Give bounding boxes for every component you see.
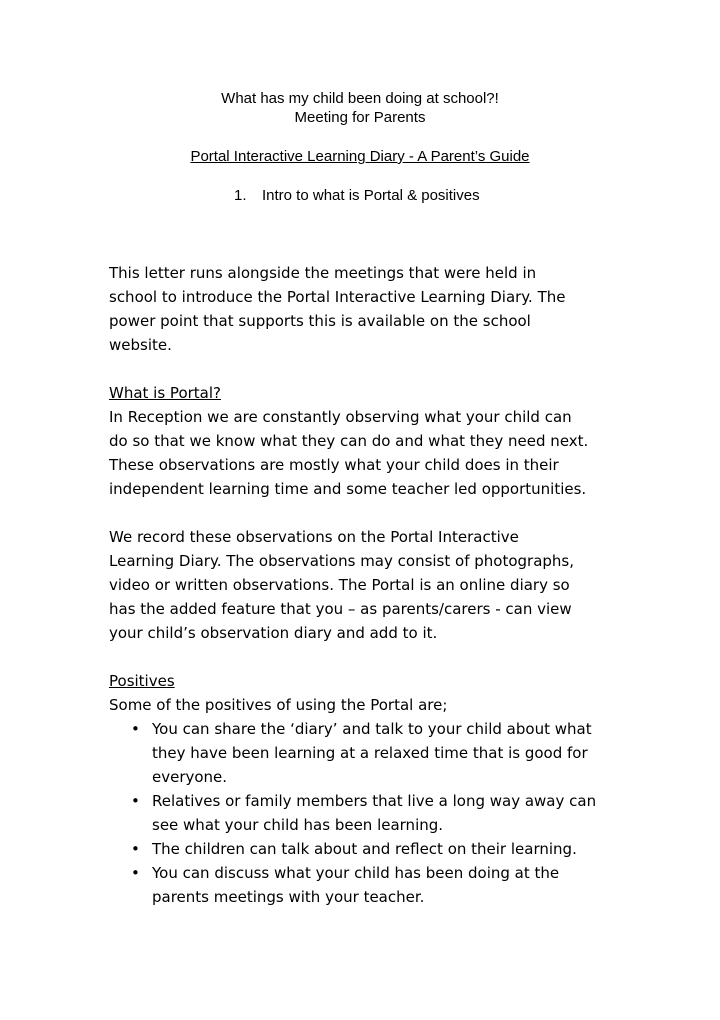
text-line: independent learning time and some teacher led opportunities. [109,480,587,498]
text-line: see what your child has been learning. [152,816,444,834]
page-title: What has my child been doing at school?! [221,90,499,107]
text-line: everyone. [152,768,228,786]
bullet-icon: • [131,864,140,882]
text-line: power point that supports this is available on the school [109,312,531,330]
text-line: video or written observations. The Portal is an online diary so [109,576,570,594]
list-item [109,861,629,909]
bullet-icon: • [131,792,140,810]
record-observations-paragraph [109,525,629,645]
list-item [109,789,629,837]
text-line: they have been learning at a relaxed time that is good for [152,744,588,762]
guide-title: Portal Interactive Learning Diary - A Parent’s Guide [190,148,530,165]
paragraph-gap [109,645,629,669]
bullet-icon: • [131,720,140,738]
what-is-portal-paragraph [109,405,629,501]
letter-body [109,261,629,909]
text-line: The children can talk about and reflect on their learning. [152,840,577,858]
text-line: school to introduce the Portal Interactive Learning Diary. The [109,288,566,306]
positives-list [109,717,629,909]
text-line: website. [109,336,172,354]
text-line: We record these observations on the Portal Interactive [109,528,519,546]
what-is-portal-heading: What is Portal? [109,384,221,402]
positives-intro: Some of the positives of using the Portal are; [109,696,448,714]
text-line: You can share the ‘diary’ and talk to your child about what [152,720,592,738]
paragraph-gap [109,357,629,381]
intro-list-number: 1. [234,187,247,204]
text-line: parents meetings with your teacher. [152,888,425,906]
intro-paragraph [109,261,629,357]
text-line: Relatives or family members that live a long way away can [152,792,597,810]
text-line: These observations are mostly what your child does in their [109,456,559,474]
text-line: your child’s observation diary and add to it. [109,624,438,642]
text-line: You can discuss what your child has been doing at the [152,864,560,882]
text-line: has the added feature that you – as parents/carers - can view [109,600,572,618]
intro-list-text: Intro to what is Portal & positives [262,187,480,204]
text-line: do so that we know what they can do and what they need next. [109,432,589,450]
list-item [109,717,629,789]
list-item [109,837,629,861]
page-subtitle: Meeting for Parents [294,109,426,126]
paragraph-gap [109,501,629,525]
text-line: Learning Diary. The observations may consist of photographs, [109,552,575,570]
text-line: This letter runs alongside the meetings that were held in [109,264,537,282]
text-line: In Reception we are constantly observing what your child can [109,408,572,426]
bullet-icon: • [131,840,140,858]
positives-heading: Positives [109,672,175,690]
intro-list-item [234,187,480,205]
